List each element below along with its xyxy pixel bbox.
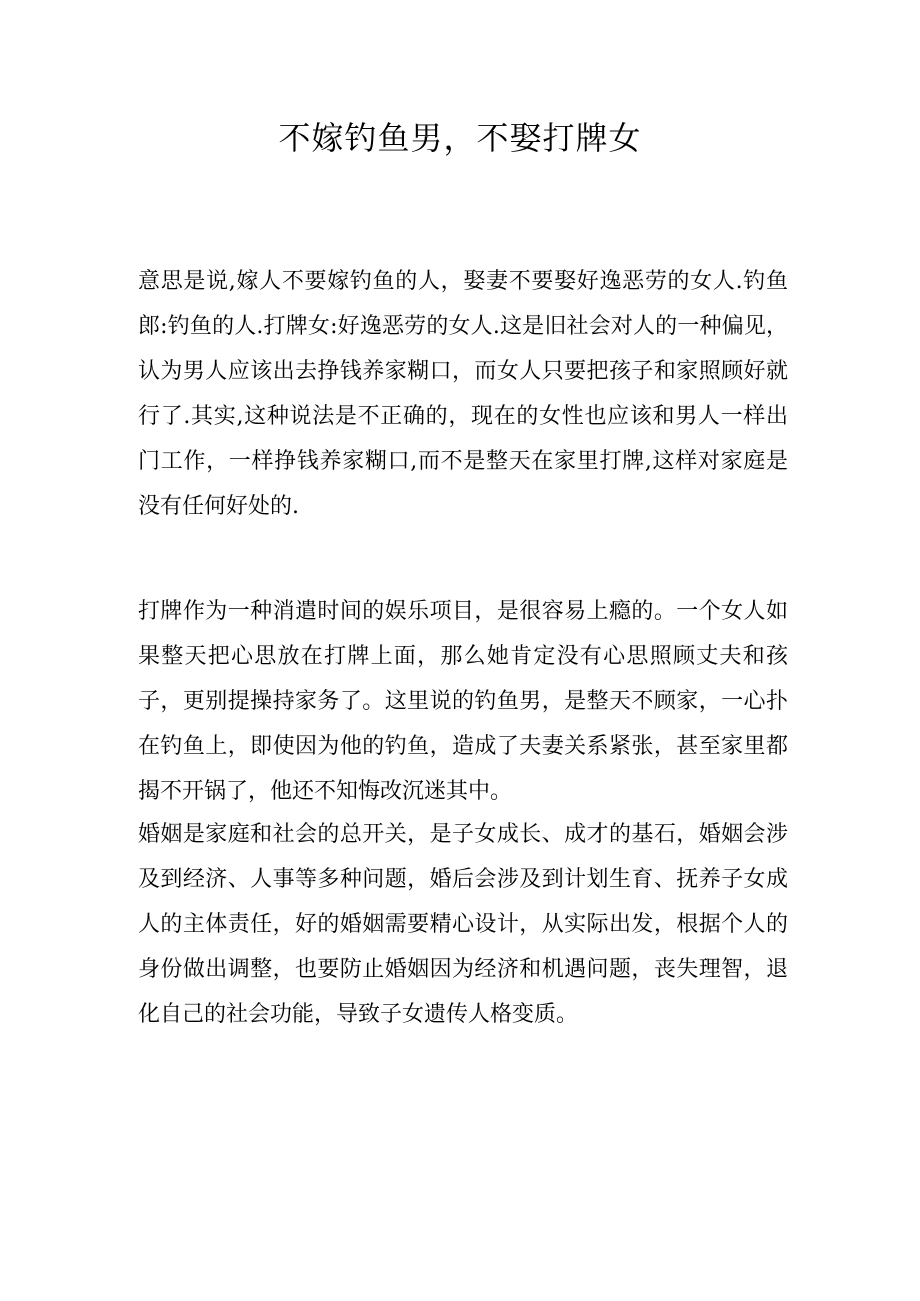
paragraph-1: 意思是说,嫁人不要嫁钓鱼的人，娶妻不要娶好逸恶劳的女人.钓鱼郎:钓鱼的人.打牌女:好逸恶劳的女人.这是旧社会对人的一种偏见，认为男人应该出去挣钱养家糊口，而女人只要把孩子和家照顾好就行了.其实,这种说法是不正确的，现在的女性也应该和男人一样出门工作，一样挣钱养家糊口,而不是整天在家里打牌,这样对家庭是没有任何好处的. (138, 269, 788, 519)
paragraph-3: 婚姻是家庭和社会的总开关，是子女成长、成才的基石，婚姻会涉及到经济、人事等多种问题，婚后会涉及到计划生育、抚养子女成人的主体责任，好的婚姻需要精心设计，从实际出发，根据个人的身份做出调整，也要防止婚姻因为经济和机遇问题，丧失理智，退化自己的社会功能，导致子女遗传人格变质。 (138, 822, 788, 1027)
paragraph-2: 打牌作为一种消遣时间的娱乐项目，是很容易上瘾的。一个女人如果整天把心思放在打牌上面，那么她肯定没有心思照顾丈夫和孩子，更别提操持家务了。这里说的钓鱼男，是整天不顾家，一心扑在钓鱼上，即使因为他的钓鱼，造成了夫妻关系紧张，甚至家里都揭不开锅了，他还不知悔改沉迷其中。 (138, 599, 788, 804)
document-title: 不嫁钓鱼男，不娶打牌女 (278, 119, 642, 157)
